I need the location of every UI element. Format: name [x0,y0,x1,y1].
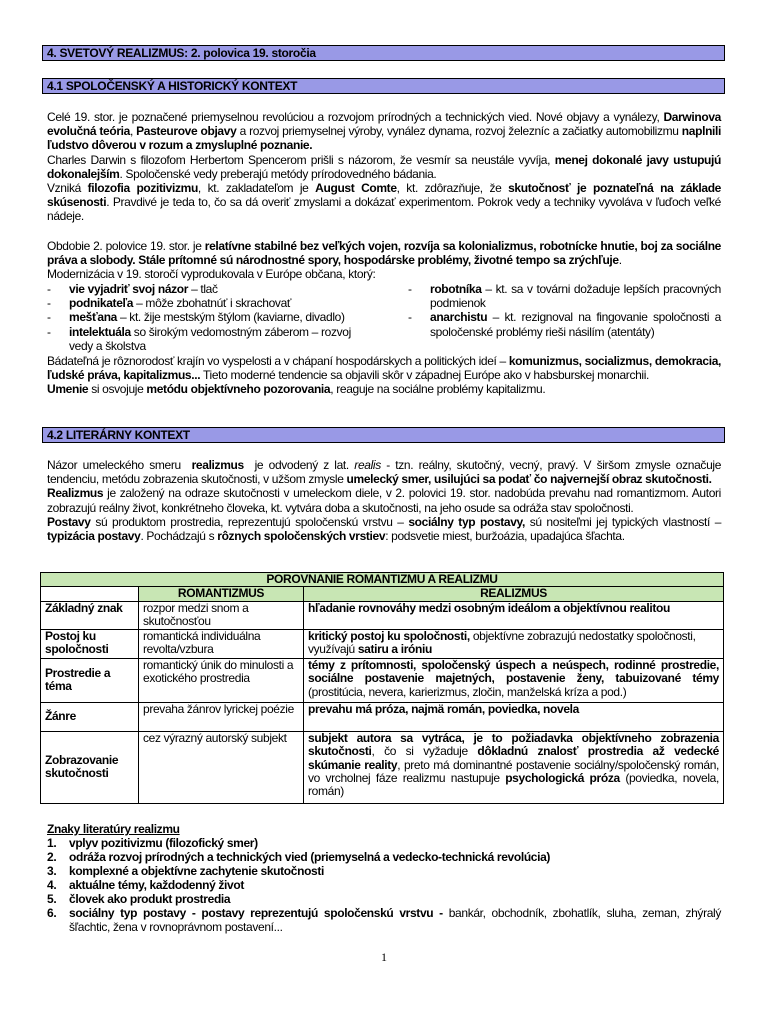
table-row: Prostredie a téma romantický únik do minulosti a exotického prostredia témy z prítomnosti, spoločenský úspech a neúspech, rodinné prostredie, sociálne postavenie majetných, postavenie ženy, tabuizované témy (prostitúcia, nevera, karierizmus, zločin, manželská kríza a pod.) [41,658,724,702]
list-item: - anarchistu – kt. rezignoval na fingovanie spoločnosti a spoločenské problémy rieši násilím (atentáty) [408,310,721,339]
list-item: 3. komplexné a objektívne zachytenie skutočnosti [47,864,325,878]
table-row: Žánre prevaha žánrov lyrickej poézie prevahu má próza, najmä román, poviedka, novela [41,702,724,731]
list-item: 6. sociálny typ postavy - postavy reprezentujú spoločenskú vrstvu - bankár, obchodník, zbohatlík, sluha, zeman, zhýralý šľachtic, žena v rovnoprávnom postavení... [47,906,722,934]
realism-signs-list [47,822,721,934]
list-item: 2. odráža rozvoj prírodných a technických vied (priemyselná a vedecko-technická revolúcia) [47,850,551,864]
list-item: - robotníka – kt. sa v továrni dožaduje lepších pracovných podmienok [408,282,721,311]
citizen-list-right [408,282,721,339]
column-header-romanticism: ROMANTIZMUS [139,587,304,601]
paragraph-realism: Názor umeleckého smeru realizmus je odvodený z lat. realis - tzn. reálny, skutočný, vecný, pravý. V širšom zmysle označuje tendenciu, metódu zobrazenia skutočnosti, v užšom zmysle umelecký smer, usilujúci sa podať čo najvernejší obraz skutočnosti. Realizmus je založený na odraze skutočnosti v umeleckom diele, v 2. polovici 19. stor. nadobúda prevahu nad romantizmom. Autori zobrazujú reálny život, konkrétneho človeka, kt. vytvára doba a skutočnosti, na jeho osude sa odráža stav spoločnosti. Postavy sú produktom prostredia, reprezentujú spoločenskú vrstvu – sociálny typ postavy, sú nositeľmi jej typických vlastností – typizácia postavy. Pochádzajú s rôznych spoločenských vrstiev: podsvetie miest, buržoázia, upadajúca šľachta. [47,458,722,544]
list-item: - podnikateľa – môže zbohatnúť i skrachovať [47,296,292,311]
table-row: Zobrazovanie skutočnosti cez výrazný autorský subjekt subjekt autora sa vytráca, je to požiadavka objektívneho zobrazenia skutočnosti, čo si vyžaduje dôkladnú znalosť prostredia až vedecké skúmanie reality, preto má dominantné postavenie sociálny/spoločenský román, vo vrcholnej fáze realizmu nastupuje psychologická próza (poviedka, novela, román) [41,731,724,803]
list-item: - intelektuála so širokým vedomostným záberom – rozvoj vedy a školstva [47,324,351,353]
list-item: - mešťana – kt. žije mestským štýlom (kaviarne, divadlo) [47,310,345,325]
citizen-list-left [47,282,365,353]
list-item: 4. aktuálne témy, každodenný život [47,878,244,892]
list-item: - vie vyjadriť svoj názor – tlač [47,282,218,296]
column-header-realism: REALIZMUS [304,587,724,601]
comparison-table [40,572,724,804]
table-row: Základný znak rozpor medzi snom a skutočnosťou hľadanie rovnováhy medzi osobným ideálom a objektívnou realitou [41,601,724,629]
section-heading-literary-context: 4.2 LITERÁRNY KONTEXT [42,427,725,443]
table-title: POROVNANIE ROMANTIZMU A REALIZMU [41,573,724,587]
paragraph-period: Obdobie 2. polovice 19. stor. je relatívne stabilné bez veľkých vojen, rozvíja sa kolonializmus, robotnícke hnutie, boj za sociálne práva a slobody. Stále prítomné sú národnostné spory, hospodárske problémy, životné tempo sa zrýchľuje. Modernizácia v 19. storočí vyprodukovala v Európe občana, ktorý: [47,239,721,282]
list-item: 1. vplyv pozitivizmu (filozofický smer) [47,836,258,850]
table-row: Postoj ku spoločnosti romantická individuálna revolta/vzbura kritický postoj ku spoločnosti, objektívne zobrazujú nedostatky spoločnosti, využívajú satiru a iróniu [41,629,724,658]
paragraph-science: Celé 19. stor. je poznačené priemyselnou revolúciou a rozvojom prírodných a technických vied. Nové objavy a vynálezy, Darwinova evolučná teória, Pasteurove objavy a rozvoj priemyselnej výroby, vynález dynama, rozvoj železníc a začiatky automobilizmu naplnili ľudstvo dôverou v rozum a zmysluplné poznanie. Charles Darwin s filozofom Herbertom Spencerom prišli s názorom, že vesmír sa neustále vyvíja, menej dokonalé javy ustupujú dokonalejším. Spoločenské vedy preberajú metódy prírodovedného bádania. Vzniká filozofia pozitivizmu, kt. zakladateľom je August Comte, kt. zdôrazňuje, že skutočnosť je poznateľná na základe skúsenosti. Pravdivé je teda to, čo sa dá overiť zmyslami a dokázať experimentom. Pokrok vedy a techniky vyvoláva v ľuďoch veľké nádeje. [47,110,722,224]
signs-title: Znaky literatúry realizmu [47,822,180,836]
list-item: 5. človek ako produkt prostredia [47,892,231,906]
chapter-heading: 4. SVETOVÝ REALIZMUS: 2. polovica 19. storočia [42,45,725,61]
section-heading-social-context: 4.1 SPOLOČENSKÝ A HISTORICKÝ KONTEXT [42,78,725,94]
page-number: 1 [381,950,387,964]
paragraph-diversity: Bádateľná je rôznorodosť krajín vo vyspelosti a v chápaní hospodárskych a politických ideí – komunizmus, socializmus, demokracia, ľudské práva, kapitalizmus... Tieto moderné tendencie sa objavili skôr v západnej Európe ako v habsburskej monarchii. Umenie si osvojuje metódu objektívneho pozorovania, reaguje na sociálne problémy kapitalizmu. [47,354,721,397]
